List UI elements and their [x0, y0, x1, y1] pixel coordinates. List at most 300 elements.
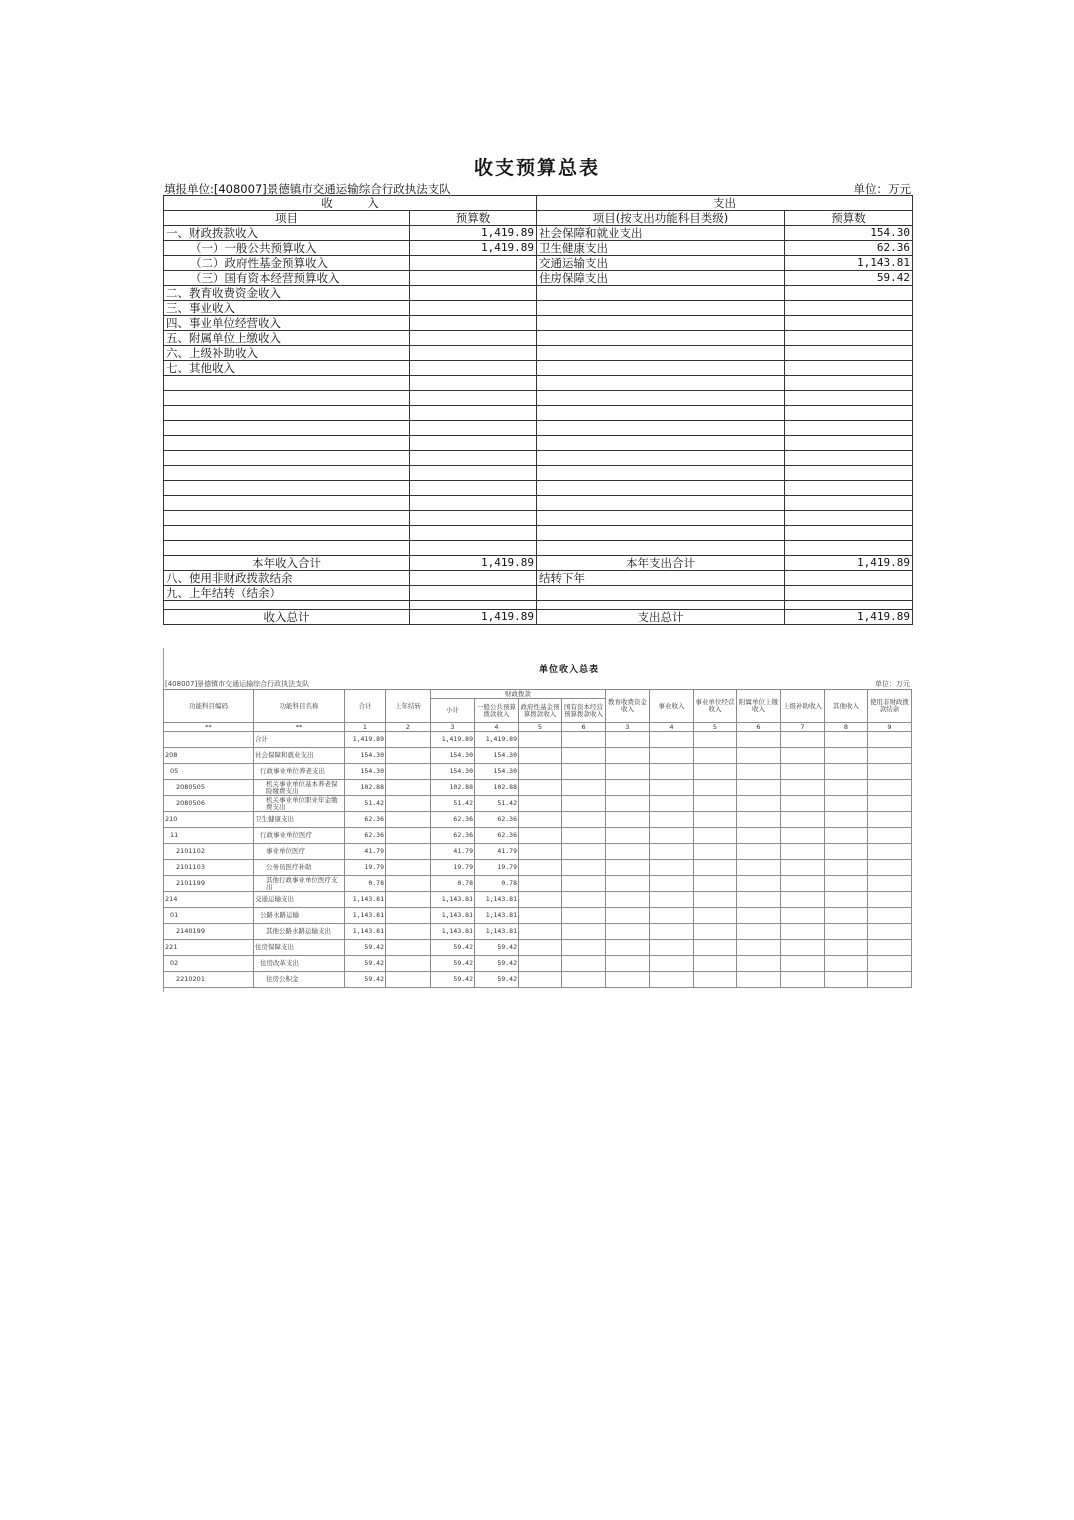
blank-cell: [694, 876, 737, 892]
blank-cell: [694, 812, 737, 828]
blank-cell: [825, 924, 868, 940]
blank-cell: [825, 764, 868, 780]
blank-cell: [537, 481, 785, 496]
blank-cell: [737, 956, 781, 972]
function-name: 机关事业单位职业年金缴费支出: [254, 796, 345, 812]
expense-amount: [785, 346, 913, 361]
blank-cell: [737, 812, 781, 828]
function-name: 住房公积金: [254, 972, 345, 988]
expense-item: [537, 331, 785, 346]
blank-cell: [164, 511, 410, 526]
blank-cell: [868, 780, 912, 796]
blank-cell: [606, 956, 650, 972]
blank-cell: [737, 748, 781, 764]
blank-cell: [650, 844, 694, 860]
blank-cell: [562, 940, 606, 956]
blank-cell: [410, 421, 537, 436]
blank-cell: [562, 732, 606, 748]
blank-cell: [562, 956, 606, 972]
summary-org: 填报单位:[408007]景德镇市交通运输综合行政执法支队: [164, 182, 451, 196]
function-code: 2080505: [164, 780, 254, 796]
column-number: 3: [606, 723, 650, 732]
blank-cell: [737, 876, 781, 892]
blank-cell: [537, 376, 785, 391]
blank-cell: [606, 764, 650, 780]
blank-cell: [606, 892, 650, 908]
column-number: 5: [519, 723, 562, 732]
blank-cell: [410, 391, 537, 406]
blank-cell: [694, 780, 737, 796]
grand-expense-label: 支出总计: [537, 610, 785, 625]
blank-cell: [386, 956, 431, 972]
function-code: 2101199: [164, 876, 254, 892]
income-item: 六、上级补助收入: [164, 346, 410, 361]
summary-gap-row: [164, 601, 913, 610]
function-code: 214: [164, 892, 254, 908]
blank-cell: [519, 908, 562, 924]
income-amount: [410, 316, 537, 331]
blank-cell: [737, 764, 781, 780]
blank-cell: [825, 732, 868, 748]
income-amount: 1,419.89: [410, 226, 537, 241]
row-total: 1,143.81: [345, 924, 386, 940]
blank-cell: [650, 780, 694, 796]
column-number: 6: [737, 723, 781, 732]
row-general: 19.79: [475, 860, 519, 876]
summary-blank-row: [164, 541, 913, 556]
function-name: 其他公路水路运输支出: [254, 924, 345, 940]
summary-total-row: [164, 556, 913, 571]
col-budget: 预算数: [410, 211, 537, 226]
summary-blank-row: [164, 421, 913, 436]
blank-cell: [562, 796, 606, 812]
blank-cell: [650, 972, 694, 988]
blank-cell: [825, 812, 868, 828]
row-subtotal: 59.42: [431, 940, 475, 956]
blank-cell: [519, 828, 562, 844]
unit-income-row: [164, 844, 912, 860]
blank-cell: [606, 940, 650, 956]
blank-cell: [386, 860, 431, 876]
row-general: 0.78: [475, 876, 519, 892]
column-number: 7: [781, 723, 825, 732]
blank-cell: [386, 972, 431, 988]
row-subtotal: 0.78: [431, 876, 475, 892]
row-general: 1,143.81: [475, 924, 519, 940]
col-item: 项目: [164, 211, 410, 226]
blank-cell: [785, 481, 913, 496]
row-total: 1,143.81: [345, 908, 386, 924]
blank-cell: [737, 972, 781, 988]
row-general: 62.36: [475, 828, 519, 844]
blank-cell: [606, 732, 650, 748]
blank-cell: [562, 764, 606, 780]
blank-cell: [386, 828, 431, 844]
row-total: 154.30: [345, 764, 386, 780]
blank-cell: [606, 748, 650, 764]
unit-income-row: [164, 812, 912, 828]
expense-item: [537, 346, 785, 361]
function-name: 住房保障支出: [254, 940, 345, 956]
summary-row: [164, 346, 913, 361]
blank-cell: [562, 748, 606, 764]
income-item: （一）一般公共预算收入: [164, 241, 410, 256]
function-name: 社会保障和就业支出: [254, 748, 345, 764]
blank-cell: [519, 876, 562, 892]
row-subtotal: 19.79: [431, 860, 475, 876]
blank-cell: [537, 586, 785, 601]
blank-cell: [410, 601, 537, 610]
income-amount: [410, 286, 537, 301]
summary-row: [164, 331, 913, 346]
blank-cell: [650, 956, 694, 972]
blank-cell: [410, 571, 537, 586]
blank-cell: [781, 956, 825, 972]
blank-cell: [868, 860, 912, 876]
blank-cell: [785, 601, 913, 610]
total-income-label: 本年收入合计: [164, 556, 410, 571]
blank-cell: [781, 732, 825, 748]
expense-item: 卫生健康支出: [537, 241, 785, 256]
blank-cell: [606, 828, 650, 844]
summary-blank-row: [164, 466, 913, 481]
blank-cell: [781, 780, 825, 796]
blank-cell: [785, 436, 913, 451]
summary-row: [164, 241, 913, 256]
blank-cell: [562, 908, 606, 924]
blank-cell: [781, 972, 825, 988]
income-item: 七、其他收入: [164, 361, 410, 376]
unit-income-row: [164, 828, 912, 844]
blank-cell: [410, 526, 537, 541]
blank-cell: [781, 764, 825, 780]
blank-cell: [562, 876, 606, 892]
unit-income-row: [164, 956, 912, 972]
blank-cell: [537, 451, 785, 466]
function-name: 行政事业单位养老支出: [254, 764, 345, 780]
function-code: 01: [164, 908, 254, 924]
blank-cell: [825, 780, 868, 796]
blank-cell: [868, 844, 912, 860]
blank-cell: [694, 940, 737, 956]
blank-cell: [519, 972, 562, 988]
row-total: 62.36: [345, 828, 386, 844]
blank-cell: [537, 421, 785, 436]
blank-cell: [785, 421, 913, 436]
blank-cell: [694, 796, 737, 812]
row-general: 102.88: [475, 780, 519, 796]
blank-cell: [164, 526, 410, 541]
summary-blank-row: [164, 481, 913, 496]
column-number: 1: [345, 723, 386, 732]
blank-cell: [737, 860, 781, 876]
row-general: 59.42: [475, 940, 519, 956]
blank-cell: [785, 511, 913, 526]
h-nonfiscal: 使用非财政拨款结余: [868, 690, 912, 723]
blank-cell: [785, 391, 913, 406]
function-code: 11: [164, 828, 254, 844]
expense-item: [537, 286, 785, 301]
row-general: 154.30: [475, 748, 519, 764]
blank-cell: [410, 466, 537, 481]
blank-cell: [606, 924, 650, 940]
blank-cell: [164, 421, 410, 436]
blank-cell: [694, 764, 737, 780]
unit-income-org: [408007]景德镇市交通运输综合行政执法支队: [165, 680, 310, 688]
grand-expense: 1,419.89: [785, 610, 913, 625]
expense-amount: 1,143.81: [785, 256, 913, 271]
row-subtotal: 1,143.81: [431, 892, 475, 908]
expense-item: [537, 316, 785, 331]
row9-label: 九、上年结转（结余）: [164, 586, 410, 601]
blank-cell: [694, 844, 737, 860]
expense-item: [537, 361, 785, 376]
summary-row: [164, 286, 913, 301]
blank-cell: [694, 748, 737, 764]
blank-cell: [410, 436, 537, 451]
expense-amount: 154.30: [785, 226, 913, 241]
blank-cell: [164, 376, 410, 391]
blank-cell: [785, 496, 913, 511]
summary-table: [163, 195, 913, 625]
expense-item: 住房保障支出: [537, 271, 785, 286]
column-number: **: [164, 723, 254, 732]
blank-cell: [410, 496, 537, 511]
income-item: 三、事业收入: [164, 301, 410, 316]
row-total: 154.30: [345, 748, 386, 764]
blank-cell: [519, 844, 562, 860]
blank-cell: [410, 376, 537, 391]
row-general: 41.79: [475, 844, 519, 860]
summary-row: [164, 271, 913, 286]
blank-cell: [868, 908, 912, 924]
column-number: 4: [475, 723, 519, 732]
blank-cell: [386, 892, 431, 908]
summary-row: [164, 256, 913, 271]
blank-cell: [737, 908, 781, 924]
row-general: 1,143.81: [475, 908, 519, 924]
blank-cell: [164, 481, 410, 496]
summary-header-row: [164, 196, 913, 211]
row-general: 62.36: [475, 812, 519, 828]
blank-cell: [562, 972, 606, 988]
income-amount: [410, 301, 537, 316]
blank-cell: [519, 780, 562, 796]
blank-cell: [781, 796, 825, 812]
expense-amount: 62.36: [785, 241, 913, 256]
blank-cell: [519, 940, 562, 956]
row-subtotal: 154.30: [431, 748, 475, 764]
h-carry: 上年结转: [386, 690, 431, 723]
blank-cell: [537, 601, 785, 610]
unit-income-row: [164, 748, 912, 764]
blank-cell: [868, 940, 912, 956]
col-exp-item: 项目(按支出功能科目类级): [537, 211, 785, 226]
h-name: 功能科目名称: [254, 690, 345, 723]
expense-amount: 59.42: [785, 271, 913, 286]
col-exp-budget: 预算数: [785, 211, 913, 226]
blank-cell: [868, 764, 912, 780]
blank-cell: [386, 732, 431, 748]
blank-cell: [650, 828, 694, 844]
income-item: 五、附属单位上缴收入: [164, 331, 410, 346]
blank-cell: [825, 956, 868, 972]
summary-grand-row: [164, 610, 913, 625]
income-amount: [410, 271, 537, 286]
unit-income-row: [164, 860, 912, 876]
function-name: 住房改革支出: [254, 956, 345, 972]
blank-cell: [606, 876, 650, 892]
blank-cell: [537, 526, 785, 541]
income-amount: [410, 331, 537, 346]
function-name: 其他行政事业单位医疗支出: [254, 876, 345, 892]
blank-cell: [650, 796, 694, 812]
blank-cell: [537, 436, 785, 451]
blank-cell: [785, 571, 913, 586]
blank-cell: [519, 796, 562, 812]
blank-cell: [386, 780, 431, 796]
blank-cell: [868, 732, 912, 748]
expense-amount: [785, 286, 913, 301]
summary-row: [164, 316, 913, 331]
expense-amount: [785, 316, 913, 331]
blank-cell: [606, 812, 650, 828]
row-subtotal: 102.88: [431, 780, 475, 796]
function-code: 2101103: [164, 860, 254, 876]
blank-cell: [737, 732, 781, 748]
income-amount: [410, 256, 537, 271]
h-fiscal: 财政拨款: [431, 690, 606, 699]
grand-income-label: 收入总计: [164, 610, 410, 625]
income-item: 四、事业单位经营收入: [164, 316, 410, 331]
column-number: 6: [562, 723, 606, 732]
unit-income-row: [164, 908, 912, 924]
row-total: 59.42: [345, 940, 386, 956]
blank-cell: [410, 451, 537, 466]
total-expense-label: 本年支出合计: [537, 556, 785, 571]
row-subtotal: 51.42: [431, 796, 475, 812]
row-total: 1,143.81: [345, 892, 386, 908]
blank-cell: [650, 892, 694, 908]
row-total: 41.79: [345, 844, 386, 860]
blank-cell: [781, 812, 825, 828]
blank-cell: [781, 748, 825, 764]
function-name: 卫生健康支出: [254, 812, 345, 828]
blank-cell: [519, 812, 562, 828]
blank-cell: [781, 844, 825, 860]
blank-cell: [825, 796, 868, 812]
blank-cell: [737, 940, 781, 956]
blank-cell: [694, 828, 737, 844]
function-code: 2080506: [164, 796, 254, 812]
blank-cell: [737, 796, 781, 812]
row-total: 62.36: [345, 812, 386, 828]
blank-cell: [519, 956, 562, 972]
blank-cell: [825, 892, 868, 908]
row8-label: 八、使用非财政拨款结余: [164, 571, 410, 586]
blank-cell: [164, 451, 410, 466]
blank-cell: [537, 496, 785, 511]
summary-row: [164, 361, 913, 376]
blank-cell: [164, 391, 410, 406]
row-subtotal: 1,419.89: [431, 732, 475, 748]
unit-income-row: [164, 892, 912, 908]
summary-title: 收支预算总表: [473, 157, 600, 179]
total-expense: 1,419.89: [785, 556, 913, 571]
income-item: 二、教育收费资金收入: [164, 286, 410, 301]
expense-amount: [785, 331, 913, 346]
h-bizop: 事业单位经营收入: [694, 690, 737, 723]
blank-cell: [868, 876, 912, 892]
function-code: 02: [164, 956, 254, 972]
blank-cell: [164, 541, 410, 556]
row-general: 1,419.89: [475, 732, 519, 748]
unit-income-row: [164, 924, 912, 940]
column-number: 2: [386, 723, 431, 732]
h-other: 其他收入: [825, 690, 868, 723]
blank-cell: [694, 924, 737, 940]
function-name: 公务员医疗补助: [254, 860, 345, 876]
blank-cell: [781, 940, 825, 956]
column-number: 3: [431, 723, 475, 732]
income-item: 一、财政拨款收入: [164, 226, 410, 241]
summary-blank-row: [164, 496, 913, 511]
income-amount: 1,419.89: [410, 241, 537, 256]
row-subtotal: 1,143.81: [431, 924, 475, 940]
row-general: 154.30: [475, 764, 519, 780]
blank-cell: [519, 732, 562, 748]
blank-cell: [825, 844, 868, 860]
blank-cell: [410, 406, 537, 421]
blank-cell: [650, 732, 694, 748]
blank-cell: [694, 892, 737, 908]
h-capital: 国有资本经营预算拨款收入: [562, 699, 606, 723]
unit-income-row: [164, 876, 912, 892]
blank-cell: [386, 748, 431, 764]
blank-cell: [825, 860, 868, 876]
blank-cell: [519, 748, 562, 764]
h-fund: 政府性基金预算拨款收入: [519, 699, 562, 723]
blank-cell: [694, 860, 737, 876]
summary-blank-row: [164, 376, 913, 391]
row-total: 19.79: [345, 860, 386, 876]
summary-blank-row: [164, 406, 913, 421]
column-number: 9: [868, 723, 912, 732]
function-code: 221: [164, 940, 254, 956]
expense-header: 支出: [537, 196, 913, 211]
blank-cell: [737, 844, 781, 860]
unit-income-number-row: [164, 723, 912, 732]
blank-cell: [410, 586, 537, 601]
unit-income-row: [164, 732, 912, 748]
row-subtotal: 62.36: [431, 828, 475, 844]
row-subtotal: 59.42: [431, 972, 475, 988]
unit-income-unit: 单位：万元: [875, 680, 910, 688]
income-header: 收 入: [164, 196, 537, 211]
function-code: 2210201: [164, 972, 254, 988]
function-code: 05: [164, 764, 254, 780]
unit-income-row: [164, 764, 912, 780]
blank-cell: [781, 892, 825, 908]
blank-cell: [562, 812, 606, 828]
summary-blank-row: [164, 511, 913, 526]
blank-cell: [164, 601, 410, 610]
blank-cell: [562, 828, 606, 844]
blank-cell: [868, 924, 912, 940]
blank-cell: [650, 812, 694, 828]
blank-cell: [164, 496, 410, 511]
blank-cell: [785, 451, 913, 466]
